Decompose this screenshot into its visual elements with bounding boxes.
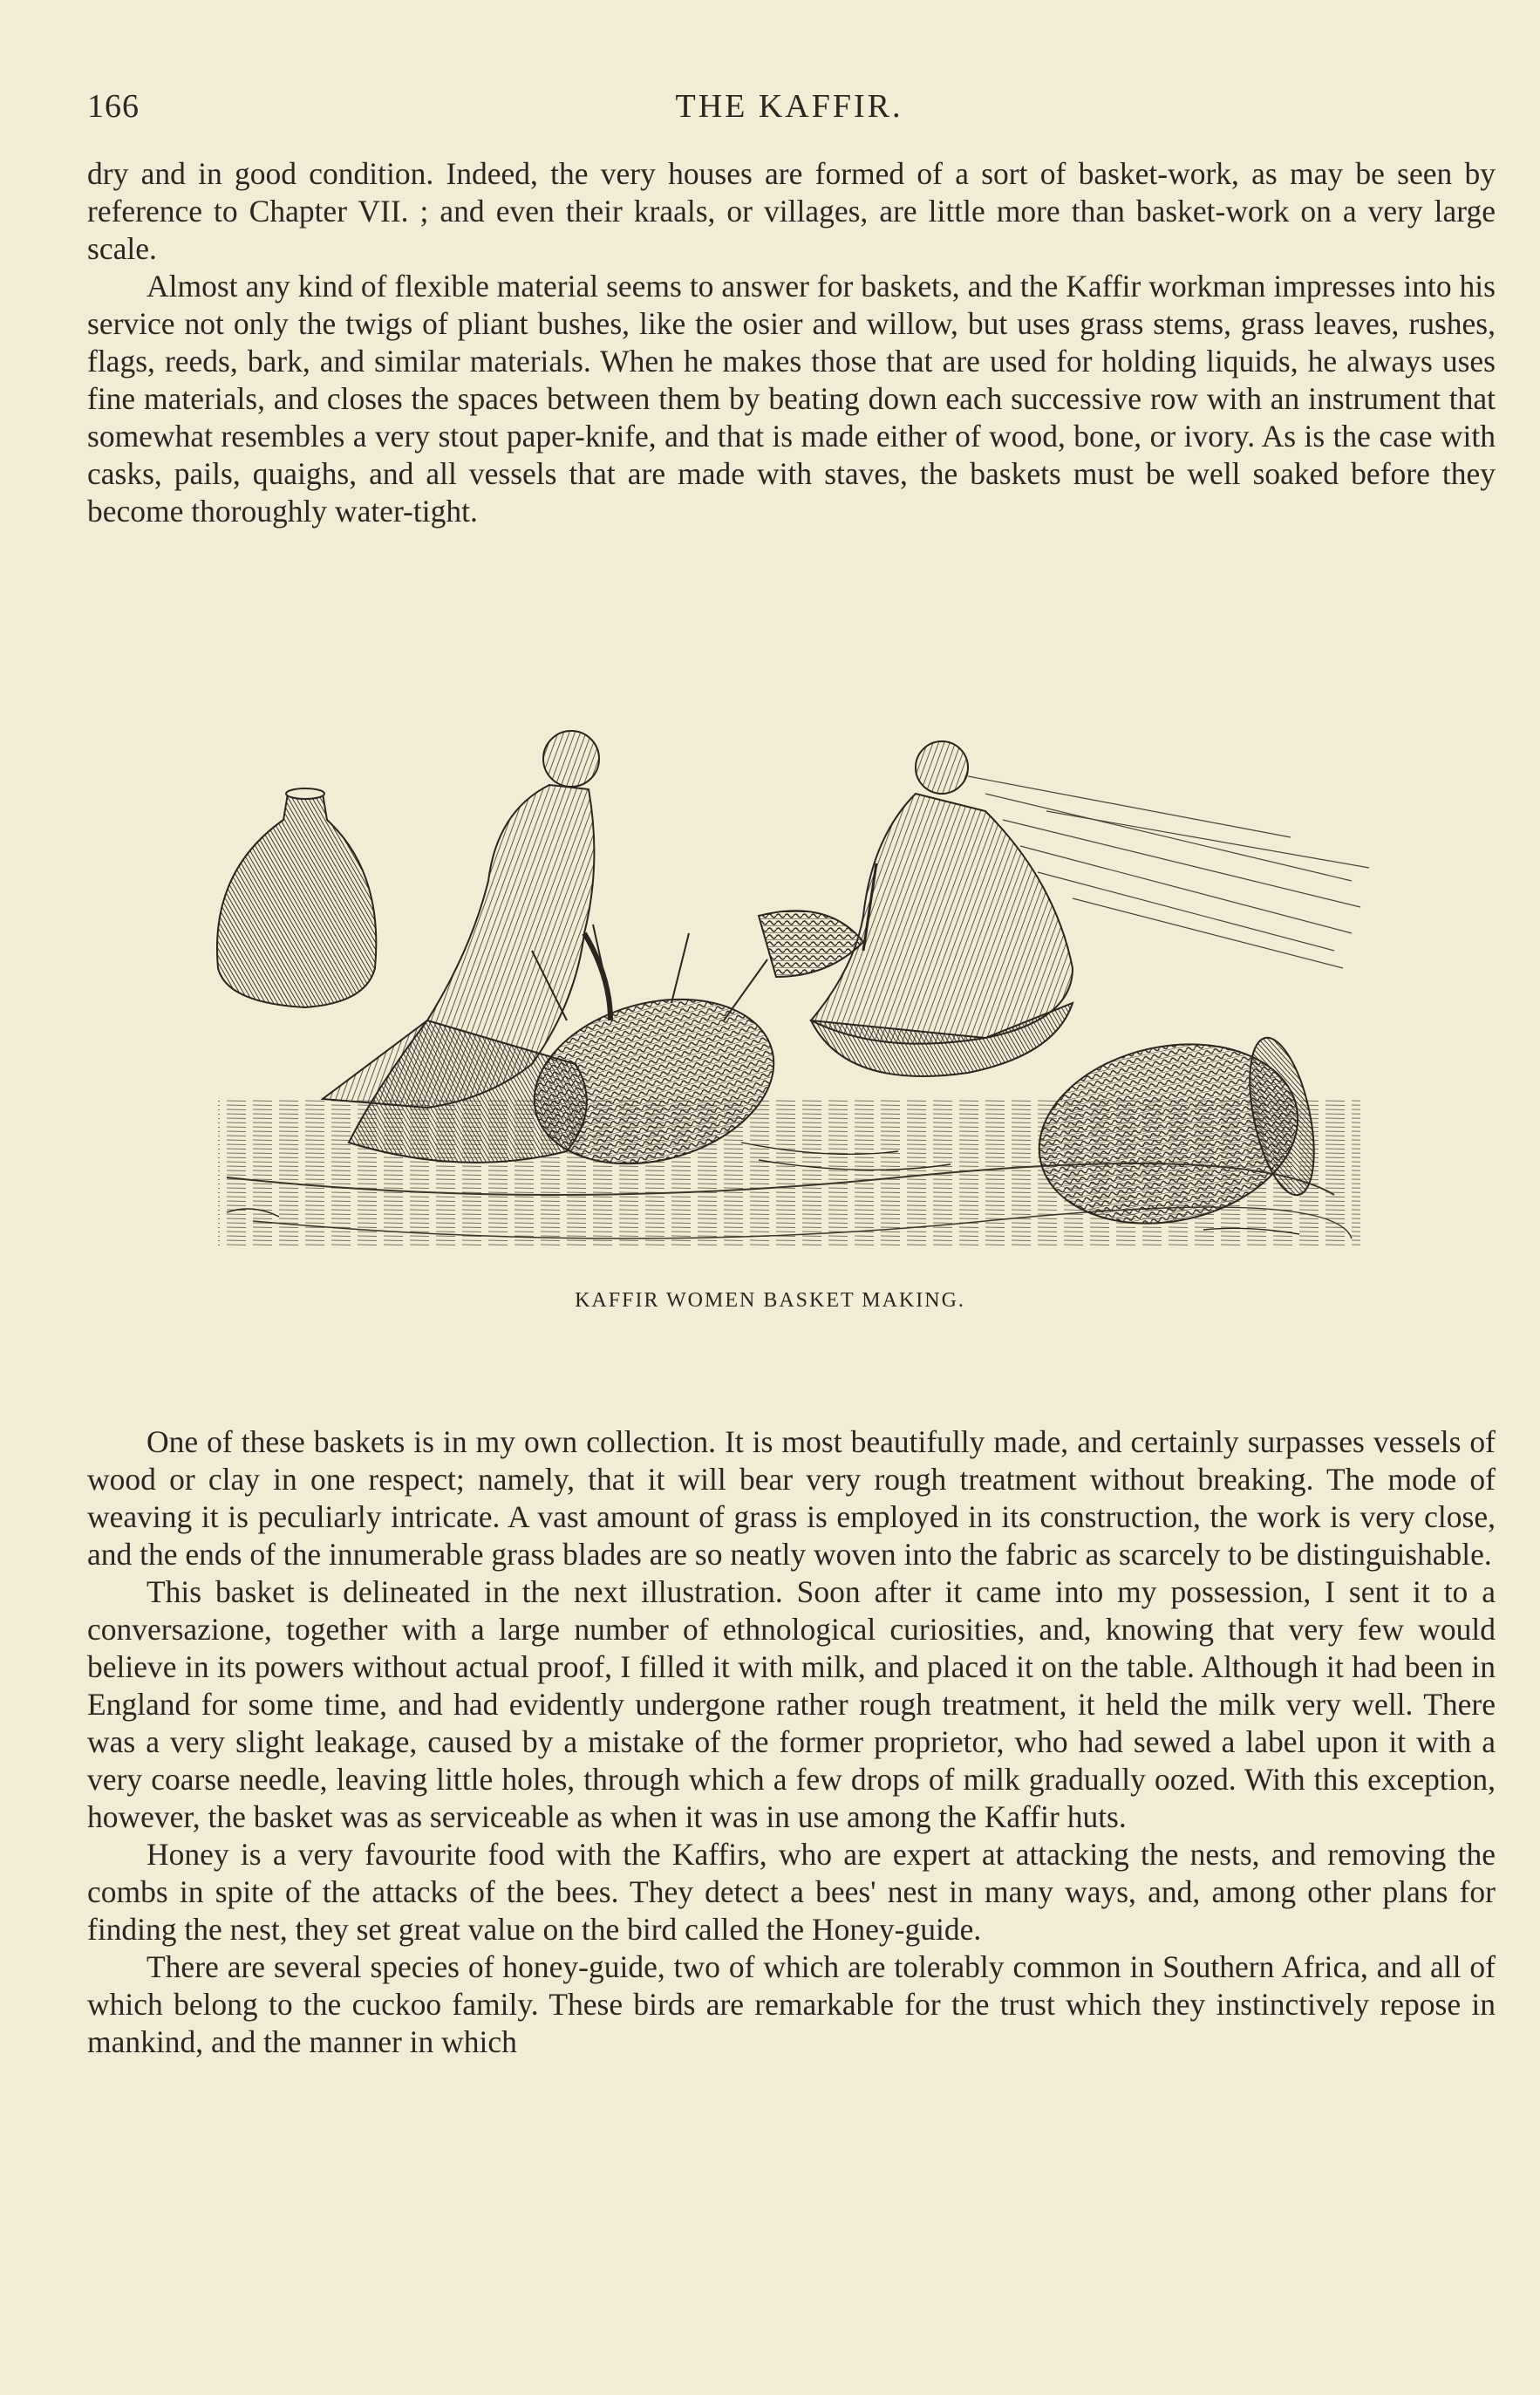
page-number: 166 (87, 88, 140, 125)
figure-caption: KAFFIR WOMEN BASKET MAKING. (575, 1289, 965, 1312)
top-text-block (87, 155, 1496, 530)
bottle-basket (217, 788, 376, 1007)
paragraph: dry and in good condition. Indeed, the very houses are formed of a sort of basket-work, as may be seen by reference to Chapter VII. ; and even their kraals, or villages, are little more than basket-work on a very large scale. (87, 156, 1496, 266)
paragraph: There are several species of honey-guide, two of which are tolerably common in Southern Africa, and all of which belong to the cuckoo family. These birds are remarkable for the trust which they instinctively repose in mankind, and the manner in which (87, 1949, 1496, 2059)
bottom-text-block (87, 1423, 1496, 2061)
paragraph: Honey is a very favourite food with the Kaffirs, who are expert at attacking the nests, and removing the combs in spite of the attacks of the bees. They detect a bees' nest in many ways, and, among other plans for finding the nest, they set great value on the bird called the Honey-guide. (87, 1837, 1496, 1947)
paragraph: One of these baskets is in my own collection. It is most beautifully made, and certainly surpasses vessels of wood or clay in one respect; namely, that it will bear very rough treatment without breaking. The mode of weaving it is peculiarly intricate. A vast amount of grass is employed in its construction, the work is very close, and the ends of the innumerable grass blades are so neatly woven into the fabric as scarcely to be distinguishable. (87, 1424, 1496, 1572)
woman-right (759, 741, 1073, 1076)
basket-making-engraving (201, 689, 1378, 1273)
running-head: THE KAFFIR. (675, 88, 903, 125)
paragraph: Almost any kind of flexible material seems to answer for baskets, and the Kaffir workman impresses into his service not only the twigs of pliant bushes, like the osier and willow, but uses grass stems, grass leaves, rushes, flags, reeds, bark, and similar materials. When he makes those that are used for holding liquids, he always uses fine materials, and closes the spaces between them by beating down each successive row with an instrument that somewhat resembles a very stout paper-knife, and that is made either of wood, bone, or ivory. As is the case with casks, pails, quaighs, and all vessels that are made with staves, the baskets must be well soaked before they become thoroughly water-tight. (87, 269, 1496, 529)
page-header (87, 87, 1491, 140)
engraving-illustration (201, 689, 1378, 1273)
paragraph: This basket is delineated in the next illustration. Soon after it came into my possession, I sent it to a conversazione, together with a large number of ethnological curiosities, and, knowing that very few would believe in its powers without actual proof, I filled it with milk, and placed it on the table. Although it had been in England for some time, and had evidently undergone rather rough treatment, it held the milk very well. There was a very slight leakage, caused by a mistake of the former proprietor, who had sewed a label upon it with a very coarse needle, leaving little holes, through which a few drops of milk gradually oozed. With this exception, however, the basket was as serviceable as when it was in use among the Kaffir huts. (87, 1574, 1496, 1834)
